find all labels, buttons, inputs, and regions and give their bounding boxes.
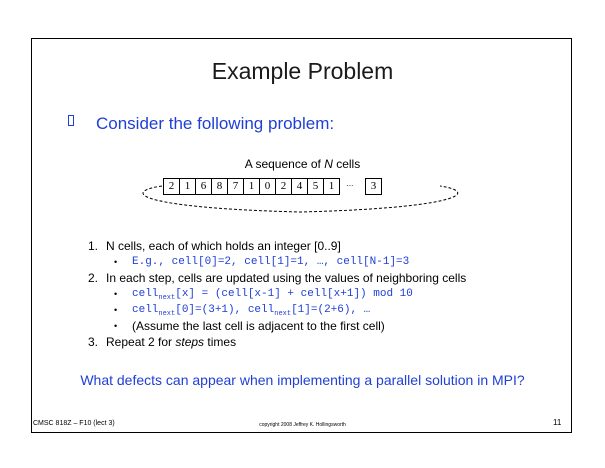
cell-sequence (164, 178, 382, 195)
slide-title: Example Problem (211, 58, 394, 84)
cell-last: 3 (365, 178, 382, 195)
cell: 6 (195, 178, 212, 195)
problem-list (88, 238, 568, 350)
cell: 5 (307, 178, 324, 195)
cell: 1 (243, 178, 260, 195)
cell: 1 (323, 178, 340, 195)
question-text: What defects can appear when implementing a parallel solution in MPI? (80, 372, 525, 388)
cell: 0 (259, 178, 276, 195)
cell: 8 (211, 178, 228, 195)
cell: 7 (227, 178, 244, 195)
list-item-2: 2. In each step, cells are updated using the values of neighboring cells (88, 271, 467, 285)
footer-copyright: copyright 2008 Jeffrey K. Hollingsworth (259, 422, 346, 428)
list-item-1: 1. N cells, each of which holds an integer [0..9] (88, 239, 341, 253)
page-number: 11 (553, 418, 562, 427)
sequence-caption: A sequence of N cells (244, 157, 361, 171)
list-subitem: • (Assume the last cell is adjacent to the first cell) (114, 319, 385, 333)
main-bullet-text: Consider the following problem: (96, 114, 335, 133)
cell: 2 (275, 178, 292, 195)
list-item-3: 3. Repeat 2 for steps times (88, 335, 237, 349)
list-subitem: • cell$_{next}$[x] = (cell[x-1] + cell[x+1]) mod 10 (114, 288, 413, 303)
ellipsis: ... (346, 179, 354, 188)
list-subitem: • cell$_{next}$[0]=(3+1), cell$_{next}$[1]=(2+6), … (114, 304, 371, 319)
cell: 1 (179, 178, 196, 195)
cell: 4 (291, 178, 308, 195)
cell: 2 (163, 178, 180, 195)
list-subitem: • E.g., cell[0]=2, cell[1]=1, …, cell[N-1]=3 (114, 256, 410, 268)
footer-course: CMSC 818Z – F10 (lect 3) (33, 420, 115, 427)
